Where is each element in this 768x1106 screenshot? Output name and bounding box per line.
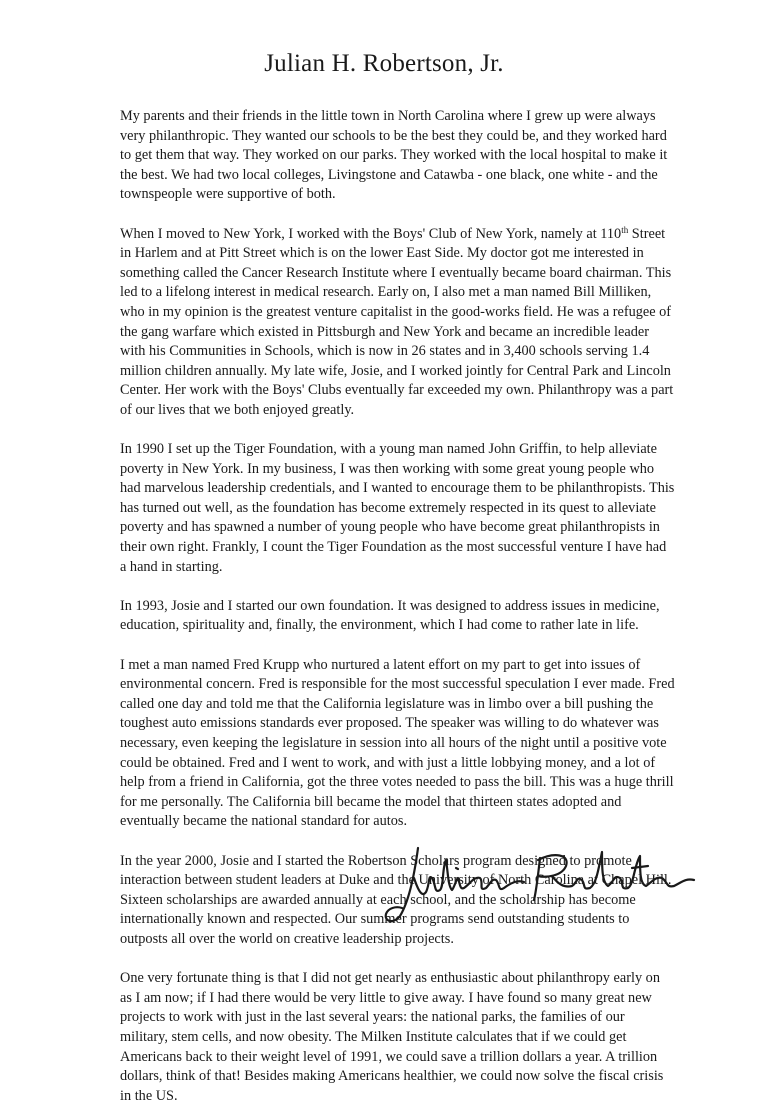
paragraph-6: In the year 2000, Josie and I started the Robertson Scholars program designed to promote interaction between student leaders at Duke and the University of North Carolina at Chapel Hill. Sixteen scholarships are awarded annually at each school, and the scholarship has become internationally known and respected. Our summer programs send outstanding students to outposts all over the world on creative leadership projects. (120, 852, 672, 947)
paragraph-5: I met a man named Fred Krupp who nurtured a latent effort on my part to get into issues of environmental concern. Fred is responsible for the most successful speculation I ever made. Fred called one day and told me that the California legislature was in limbo over a bill pushing the toughest auto emissions standards ever proposed. The speaker was willing to do whatever was necessary, even keeping the legislature in session into all hours of the night until a positive vote could be obtained. Fred and I went to work, and with just a little lobbying money, and a lot of help from a friend in California, got the three votes needed to pass the bill. This was a huge thrill for me personally. The California bill became the model that thirteen states adopted and eventually became the national standard for autos. (120, 656, 675, 830)
paragraph-3: In 1990 I set up the Tiger Foundation, with a young man named John Griffin, to help alleviate poverty in New York. In my business, I was then working with some great young people who had marvelous leadership credentials, and I wanted to encourage them to be philanthropists. This has turned out well, as the foundation has become extremely respected in its quest to alleviate poverty and has spawned a number of young people who have become great philanthropists in their own right. Frankly, I count the Tiger Foundation as the most successful venture I have had a hand in starting. (120, 441, 675, 575)
page-title: Julian H. Robertson, Jr. (264, 50, 504, 77)
ordinal-suffix: th (621, 224, 629, 235)
paragraph-7: One very fortunate thing is that I did not get nearly as enthusiastic about philanthropy early on as I am now; if I had there would be very little to give away. I have found so many great new projects to work with just in the last several years: the national parks, the families of our military, stem cells, and now obesity. The Milken Institute calculates that if we could get Americans back to their weight level of 1991, we could save a trillion dollars a year. A trillion dollars, think of that! Besides making Americans healthier, we could now solve the fiscal crisis in the US. (120, 970, 664, 1104)
paragraph-2-intro: When I moved to New York, I worked with the Boys' Club of New York, namely at 110 (120, 225, 622, 242)
paragraph-2 (120, 225, 675, 421)
paragraph-2-intro-cont: Street in Harlem and at Pitt Street which is on the lower East Side. (120, 225, 666, 262)
handwritten-signature (378, 838, 698, 928)
paragraph-2-rest: My doctor got me interested in something called the Cancer Research Institute where I eventually became board chairman. This led to a lifelong interest in medical research. Early on, I also met a man named Bill Milliken, who in my opinion is the greatest venture capitalist in the good-works field. He was a refugee of the gang warfare which existed in Pittsburgh and New York and became an incredible leader with his Communities in Schools, which is now in 26 states and in 3,400 schools serving 1.4 million children annually. My late wife, Josie, and I worked jointly for Central Park and Lincoln Center. Her work with the Boys' Clubs eventually far exceeded my own. Philanthropy was a part of our lives that we both enjoyed greatly. (120, 245, 674, 418)
paragraph-4: In 1993, Josie and I started our own foundation. It was designed to address issues in medicine, education, spirituality and, finally, the environment, which I had come to rather late in life. (120, 597, 660, 634)
letter-body (120, 107, 675, 1106)
paragraph-1: My parents and their friends in the little town in North Carolina where I grew up were always very philanthropic. They wanted our schools to be the best they could be, and they worked hard to get them that way. They worked on our parks. They worked with the local hospital to make it the best. We had two local colleges, Livingstone and Catawba - one black, one white - and the townspeople were supportive of both. (120, 108, 668, 203)
